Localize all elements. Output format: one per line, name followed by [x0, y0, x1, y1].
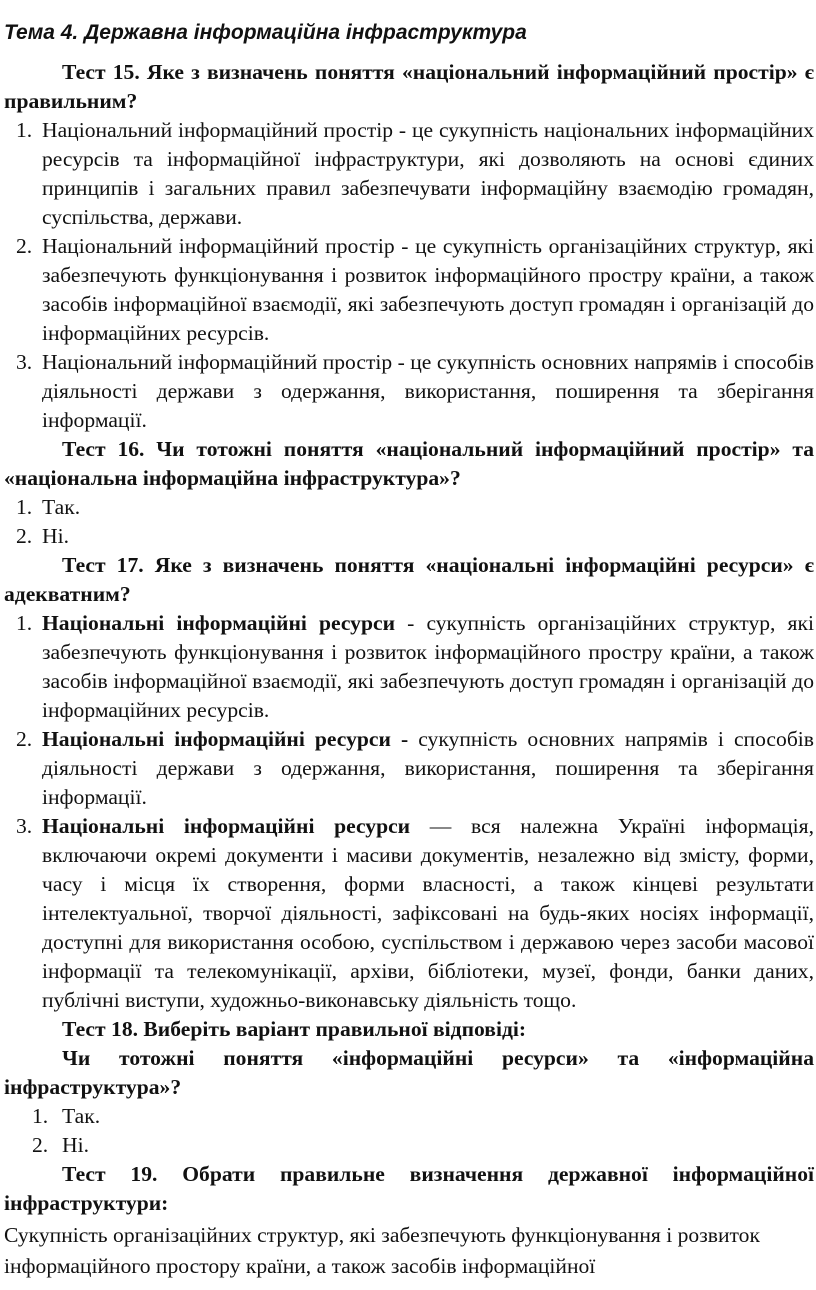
- test-16-option-1: 1. Так.: [16, 495, 81, 519]
- test-18-option-2: 2. Ні.: [32, 1133, 89, 1157]
- test-19-answer-text: Сукупність організаційних структур, які забезпечують функціонування і розвиток інформаційного простору країни, а також засобів інформаційної: [4, 1223, 760, 1278]
- test-17-options: [4, 609, 814, 1015]
- test-18-option-1: 1. Так.: [32, 1104, 101, 1128]
- test-18-subquestion: Чи тотожні поняття «інформаційні ресурси» та «інформаційна інфраструктура»?: [4, 1046, 814, 1099]
- test-15-question: Тест 15. Яке з визначень поняття «національний інформаційний простір» є правильним?: [4, 60, 814, 113]
- test-16-option-2: 2. Ні.: [16, 524, 69, 548]
- topic-title: Тема 4. Державна інформаційна інфраструктура: [4, 21, 527, 44]
- test-17-option-1: 1. Національні інформаційні ресурси - сукупність організаційних структур, які забезпечують функціонування і розвиток інформаційного простру країни, а також засобів інформаційної взаємодії, які забезпечують доступ громадян і організацій до інформаційних ресурсів.: [16, 611, 814, 722]
- test-15-option-1: 1. Національний інформаційний простір - це сукупність національних інформаційних ресурсів та інформаційної інфраструктури, які дозволяють на основі єдиних принципів і загальних правил забезпечувати інформаційну взаємодію громадян, суспільства, держави.: [16, 118, 814, 229]
- test-16-options: [4, 493, 814, 551]
- test-16-question: Тест 16. Чи тотожні поняття «національний інформаційний простір» та «національна інформаційна інфраструктура»?: [4, 437, 814, 490]
- test-18-question: Тест 18. Виберіть варіант правильної відповіді:: [62, 1017, 527, 1041]
- test-15-option-2: 2. Національний інформаційний простір - це сукупність організаційних структур, які забезпечують функціонування і розвиток інформаційного простру країни, а також засобів інформаційної взаємодії, які забезпечують доступ громадян і організацій до інформаційних ресурсів.: [16, 234, 814, 345]
- test-19-question: Тест 19. Обрати правильне визначення державної інформаційної інфраструктури:: [4, 1162, 814, 1215]
- test-17-question: Тест 17. Яке з визначень поняття «національні інформаційні ресурси» є адекватним?: [4, 553, 814, 606]
- test-18-options: [4, 1102, 814, 1160]
- test-17-option-2: 2. Національні інформаційні ресурси - сукупність основних напрямів і способів діяльності держави з одержання, використання, поширення та зберігання інформації.: [16, 727, 814, 809]
- test-15-options: [4, 116, 814, 435]
- test-17-option-3: 3. Національні інформаційні ресурси — вся належна Україні інформація, включаючи окремі документи і масиви документів, незалежно від змісту, форми, часу і місця їх створення, форми власності, а також кінцеві результати інтелектуальної, творчої діяльності, зафіксовані на будь-яких носіях інформації, доступні для використання особою, суспільством і державою через засоби масової інформації та телекомунікації, архіви, бібліотеки, музеї, фонди, банки даних, публічні виступи, художньо-виконавську діяльність тощо.: [16, 814, 814, 1012]
- test-15-option-3: 3. Національний інформаційний простір - це сукупність основних напрямів і способів діяльності держави з одержання, використання, поширення та зберігання інформації.: [16, 350, 814, 432]
- document-body: [4, 58, 814, 1282]
